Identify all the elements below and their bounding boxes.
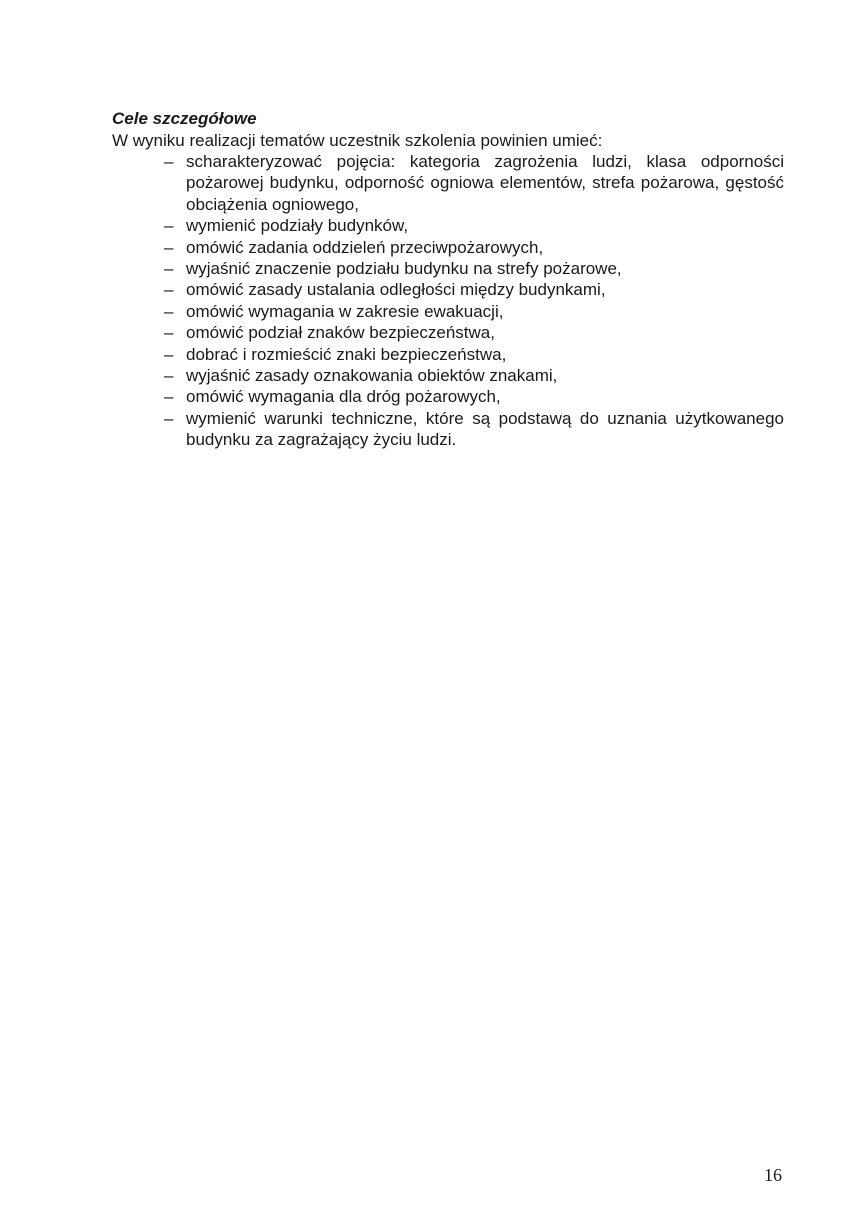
section-heading: Cele szczegółowe	[112, 109, 257, 128]
list-item-text: omówić wymagania w zakresie ewakuacji,	[186, 301, 504, 321]
list-item-text: wymienić podziały budynków,	[186, 216, 409, 236]
list-item	[164, 322, 784, 343]
list-item-text: omówić zadania oddzieleń przeciwpożarowych,	[186, 237, 544, 257]
list-item	[164, 237, 784, 258]
dash-bullet: –	[164, 152, 174, 171]
dash-bullet: –	[164, 323, 174, 343]
list-item-text: omówić zasady ustalania odległości między budynkami,	[186, 280, 606, 300]
list-item	[164, 365, 784, 386]
intro-text: W wyniku realizacji tematów uczestnik szkolenia powinien umieć:	[112, 131, 603, 150]
list-item-text: dobrać i rozmieścić znaki bezpieczeństwa,	[186, 344, 507, 364]
dash-bullet: –	[164, 344, 174, 364]
dash-bullet: –	[164, 408, 174, 428]
list-item-text: omówić wymagania dla dróg pożarowych,	[186, 387, 501, 407]
list-item-text: scharakteryzować pojęcia: kategoria zagrożenia ludzi, klasa odporności pożarowej budynku, odporność ogniowa elementów, strefa pożarowa, gęstość obciążenia ogniowego,	[186, 152, 784, 214]
list-item	[164, 215, 784, 236]
list-item	[164, 279, 784, 300]
dash-bullet: –	[164, 259, 174, 279]
page-number: 16	[764, 1165, 782, 1185]
document-body	[112, 108, 784, 451]
dash-bullet: –	[164, 280, 174, 300]
list-item	[164, 408, 784, 451]
list-item	[164, 344, 784, 365]
list-item-text: wyjaśnić znaczenie podziału budynku na strefy pożarowe,	[186, 259, 622, 279]
list-item-text: wymienić warunki techniczne, które są podstawą do uznania użytkowanego budynku za zagrażający życiu ludzi.	[186, 408, 784, 450]
dash-bullet: –	[164, 387, 174, 407]
dash-bullet: –	[164, 216, 174, 236]
list-item	[164, 151, 784, 215]
list-item-text: wyjaśnić zasady oznakowania obiektów znakami,	[186, 366, 558, 386]
list-item	[164, 258, 784, 279]
goals-list	[112, 151, 784, 451]
dash-bullet: –	[164, 301, 174, 321]
dash-bullet: –	[164, 237, 174, 257]
list-item-text: omówić podział znaków bezpieczeństwa,	[186, 323, 495, 343]
list-item	[164, 386, 784, 407]
list-item	[164, 301, 784, 322]
dash-bullet: –	[164, 366, 174, 386]
